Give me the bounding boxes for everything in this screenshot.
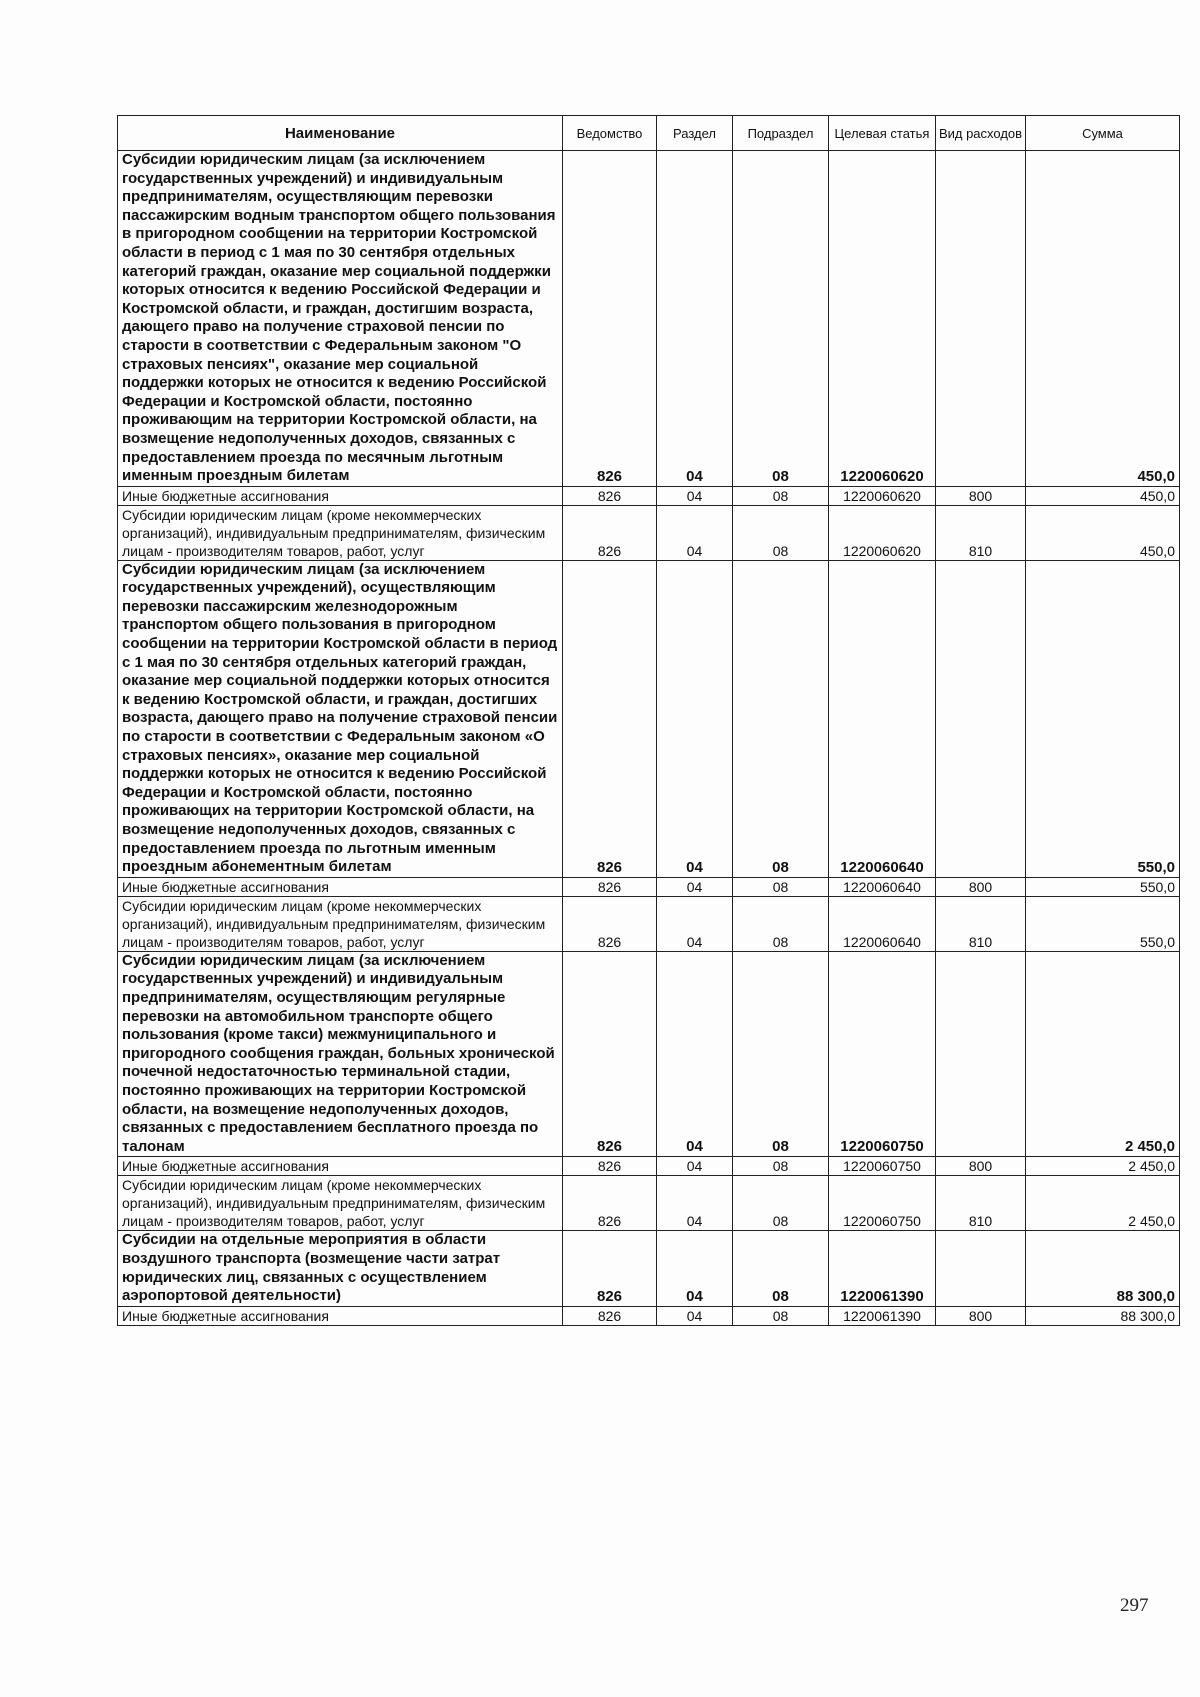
row-razdel: 04 — [657, 505, 733, 560]
header-vid-rashodov: Вид расходов — [936, 116, 1026, 151]
row-podrazdel: 08 — [733, 560, 829, 877]
row-podrazdel: 08 — [733, 1157, 829, 1176]
row-vedomstvo: 826 — [563, 1231, 657, 1306]
row-name: Субсидии на отдельные мероприятия в области воздушного транспорта (возмещение части затрат юридических лиц, связанных с осуществлением аэропортовой деятельности) — [118, 1231, 563, 1306]
table-row — [118, 1306, 1180, 1325]
row-celevaya-statya: 1220060620 — [829, 151, 936, 487]
row-name: Субсидии юридическим лицам (кроме некоммерческих организаций), индивидуальным предпринимателям, физическим лицам - производителям товаров, работ, услуг — [118, 1176, 563, 1231]
row-name: Субсидии юридическим лицам (за исключением государственных учреждений), осуществляющим перевозки пассажирским железнодорожным транспортом общего пользования в пригородном сообщении на территории Костромской области в период с 1 мая по 30 сентября отдельных категорий граждан, оказание мер социальной поддержки которых относится к ведению Костромской области, и граждан, достигших возраста, дающего право на получение страховой пенсии по старости в соответствии с Федеральным законом «О страховых пенсиях», оказание мер социальной поддержки которых не относится к ведению Российской Федерации и Костромской области, постоянно проживающих на территории Костромской области, на возмещение недополученных доходов, связанных с предоставлением проезда по льготным именным проездным абонементным билетам — [118, 560, 563, 877]
row-celevaya-statya: 1220061390 — [829, 1306, 936, 1325]
row-podrazdel: 08 — [733, 151, 829, 487]
table-row — [118, 877, 1180, 896]
budget-table — [117, 115, 1180, 1326]
row-name: Субсидии юридическим лицам (за исключением государственных учреждений) и индивидуальным предпринимателям, осуществляющим регулярные перевозки на автомобильном транспорте общего пользования (кроме такси) межмуниципального и пригородного сообщения граждан, больных хронической почечной недостаточностью терминальной стадии, постоянно проживающих на территории Костромской области, на возмещение недополученных доходов, связанных с предоставлением бесплатного проезда по талонам — [118, 951, 563, 1157]
row-summa: 2 450,0 — [1026, 1157, 1180, 1176]
row-summa: 550,0 — [1026, 896, 1180, 951]
row-celevaya-statya: 1220060620 — [829, 486, 936, 505]
row-name: Иные бюджетные ассигнования — [118, 486, 563, 505]
row-name: Субсидии юридическим лицам (кроме некоммерческих организаций), индивидуальным предпринимателям, физическим лицам - производителям товаров, работ, услуг — [118, 505, 563, 560]
row-razdel: 04 — [657, 560, 733, 877]
row-name: Иные бюджетные ассигнования — [118, 1306, 563, 1325]
row-razdel: 04 — [657, 486, 733, 505]
table-row — [118, 505, 1180, 560]
row-vedomstvo: 826 — [563, 1306, 657, 1325]
row-summa: 2 450,0 — [1026, 951, 1180, 1157]
row-vedomstvo: 826 — [563, 877, 657, 896]
row-vedomstvo: 826 — [563, 896, 657, 951]
row-vid-rashodov: 810 — [936, 1176, 1026, 1231]
row-summa: 88 300,0 — [1026, 1231, 1180, 1306]
row-celevaya-statya: 1220061390 — [829, 1231, 936, 1306]
row-razdel: 04 — [657, 1157, 733, 1176]
row-celevaya-statya: 1220060640 — [829, 877, 936, 896]
row-vedomstvo: 826 — [563, 151, 657, 487]
row-vid-rashodov — [936, 951, 1026, 1157]
row-vid-rashodov — [936, 151, 1026, 487]
header-celevaya-statya: Целевая статья — [829, 116, 936, 151]
table-row — [118, 560, 1180, 877]
header-podrazdel: Подраздел — [733, 116, 829, 151]
row-vedomstvo: 826 — [563, 505, 657, 560]
row-vid-rashodov: 800 — [936, 1157, 1026, 1176]
table-row — [118, 1231, 1180, 1306]
row-name: Иные бюджетные ассигнования — [118, 1157, 563, 1176]
row-vedomstvo: 826 — [563, 1176, 657, 1231]
row-vid-rashodov: 800 — [936, 877, 1026, 896]
row-summa: 450,0 — [1026, 505, 1180, 560]
table-row — [118, 951, 1180, 1157]
row-summa: 550,0 — [1026, 560, 1180, 877]
row-podrazdel: 08 — [733, 877, 829, 896]
page-number: 297 — [1120, 1595, 1149, 1616]
row-podrazdel: 08 — [733, 486, 829, 505]
row-summa: 450,0 — [1026, 151, 1180, 487]
row-podrazdel: 08 — [733, 1176, 829, 1231]
row-summa: 450,0 — [1026, 486, 1180, 505]
row-podrazdel: 08 — [733, 951, 829, 1157]
row-razdel: 04 — [657, 951, 733, 1157]
row-name: Субсидии юридическим лицам (кроме некоммерческих организаций), индивидуальным предпринимателям, физическим лицам - производителям товаров, работ, услуг — [118, 896, 563, 951]
row-razdel: 04 — [657, 1176, 733, 1231]
row-razdel: 04 — [657, 151, 733, 487]
row-vid-rashodov: 810 — [936, 896, 1026, 951]
table-header-row — [118, 116, 1180, 151]
row-celevaya-statya: 1220060640 — [829, 560, 936, 877]
row-vid-rashodov: 800 — [936, 1306, 1026, 1325]
row-celevaya-statya: 1220060750 — [829, 951, 936, 1157]
row-name: Иные бюджетные ассигнования — [118, 877, 563, 896]
row-razdel: 04 — [657, 1306, 733, 1325]
row-podrazdel: 08 — [733, 896, 829, 951]
table-row — [118, 486, 1180, 505]
row-podrazdel: 08 — [733, 1231, 829, 1306]
header-summa: Сумма — [1026, 116, 1180, 151]
row-name: Субсидии юридическим лицам (за исключением государственных учреждений) и индивидуальным предпринимателям, осуществляющим перевозки пассажирским водным транспортом общего пользования в пригородном сообщении на территории Костромской области в период с 1 мая по 30 сентября отдельных категорий граждан, оказание мер социальной поддержки которых относится к ведению Российской Федерации и Костромской области, и граждан, достигшим возраста, дающего право на получение страховой пенсии по старости в соответствии с Федеральным законом "О страховых пенсиях", оказание мер социальной поддержки которых не относится к ведению Российской Федерации и Костромской области, постоянно проживающим на территории Костромской области, на возмещение недополученных доходов, связанных с предоставлением проезда по месячным льготным именным проездным билетам — [118, 151, 563, 487]
row-celevaya-statya: 1220060620 — [829, 505, 936, 560]
row-summa: 550,0 — [1026, 877, 1180, 896]
header-vedomstvo: Ведомство — [563, 116, 657, 151]
row-celevaya-statya: 1220060750 — [829, 1157, 936, 1176]
row-vedomstvo: 826 — [563, 486, 657, 505]
row-vedomstvo: 826 — [563, 1157, 657, 1176]
row-vedomstvo: 826 — [563, 560, 657, 877]
row-vid-rashodov — [936, 560, 1026, 877]
row-vid-rashodov: 810 — [936, 505, 1026, 560]
row-summa: 88 300,0 — [1026, 1306, 1180, 1325]
row-razdel: 04 — [657, 896, 733, 951]
table-row — [118, 896, 1180, 951]
header-razdel: Раздел — [657, 116, 733, 151]
row-vid-rashodov: 800 — [936, 486, 1026, 505]
header-name: Наименование — [118, 116, 563, 151]
row-celevaya-statya: 1220060750 — [829, 1176, 936, 1231]
row-celevaya-statya: 1220060640 — [829, 896, 936, 951]
row-summa: 2 450,0 — [1026, 1176, 1180, 1231]
table-row — [118, 1157, 1180, 1176]
row-podrazdel: 08 — [733, 1306, 829, 1325]
table-row — [118, 1176, 1180, 1231]
row-razdel: 04 — [657, 1231, 733, 1306]
row-vedomstvo: 826 — [563, 951, 657, 1157]
row-podrazdel: 08 — [733, 505, 829, 560]
table-row — [118, 151, 1180, 487]
row-vid-rashodov — [936, 1231, 1026, 1306]
row-razdel: 04 — [657, 877, 733, 896]
